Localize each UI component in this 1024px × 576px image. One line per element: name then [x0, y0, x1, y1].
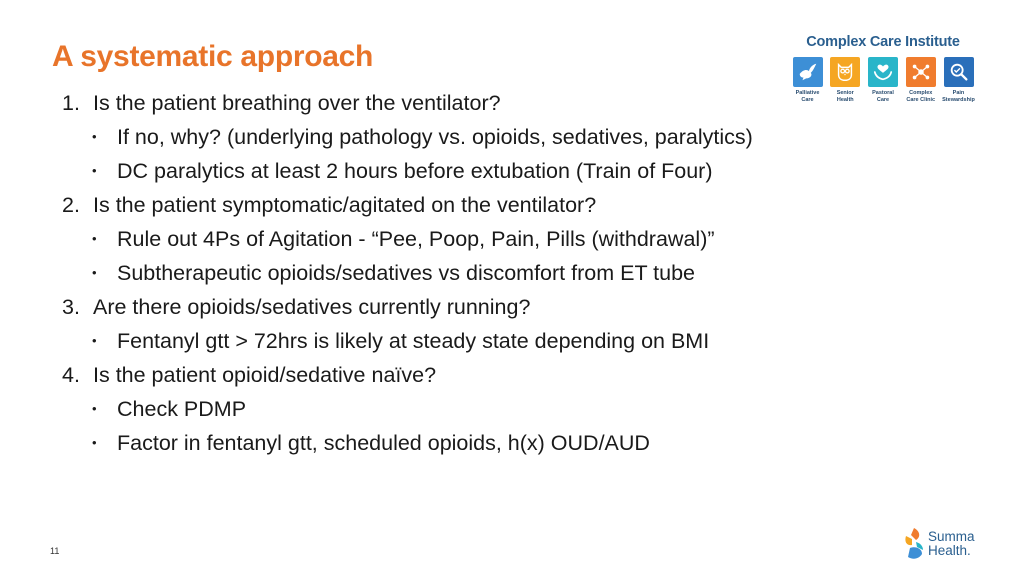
logo-item-senior-health — [828, 57, 863, 104]
network-icon — [906, 57, 936, 87]
sub-item — [62, 154, 842, 188]
dove-icon — [793, 57, 823, 87]
item-number: 1. — [62, 91, 80, 115]
summa-health-logo — [902, 526, 975, 562]
brand-line-1: Summa — [928, 529, 975, 544]
item-text: DC paralytics at least 2 hours before extubation (Train of Four) — [117, 159, 713, 183]
logo-item-palliative-care — [790, 57, 825, 104]
bullet-icon: • — [92, 163, 97, 178]
sub-item — [62, 120, 842, 154]
heart-hands-icon — [868, 57, 898, 87]
complex-care-institute-logo — [790, 34, 976, 104]
summa-wordmark — [926, 530, 975, 558]
sub-item — [62, 222, 842, 256]
logo-item-pain-stewardship — [941, 57, 976, 104]
logo-title: Complex Care Institute — [806, 34, 960, 50]
content-list — [62, 86, 842, 460]
item-text: Subtherapeutic opioids/sedatives vs discomfort from ET tube — [117, 261, 696, 285]
bullet-icon: • — [92, 265, 97, 280]
owl-icon — [830, 57, 860, 87]
item-number: 4. — [62, 363, 80, 387]
item-text: If no, why? (underlying pathology vs. opioids, sedatives, paralytics) — [117, 125, 753, 149]
bullet-icon: • — [92, 129, 97, 144]
item-text: Check PDMP — [117, 397, 247, 421]
item-number: 2. — [62, 193, 80, 217]
slide-title: A systematic approach — [52, 40, 374, 73]
brand-line-2: Health. — [928, 543, 971, 558]
logo-icon-row — [790, 57, 976, 104]
item-text: Factor in fentanyl gtt, scheduled opioids, h(x) OUD/AUD — [117, 431, 650, 455]
item-text: Rule out 4Ps of Agitation - “Pee, Poop, Pain, Pills (withdrawal)” — [117, 227, 715, 251]
logo-item-complex-care-clinic — [903, 57, 938, 104]
list-item-2 — [62, 188, 842, 222]
bullet-icon: • — [92, 333, 97, 348]
summa-logo-mark-icon — [902, 526, 926, 562]
magnifier-icon — [944, 57, 974, 87]
sub-item — [62, 256, 842, 290]
logo-item-label: Palliative Care — [795, 90, 820, 103]
bullet-icon: • — [92, 401, 97, 416]
bullet-icon: • — [92, 231, 97, 246]
page-number: 11 — [50, 546, 60, 556]
item-text: Is the patient opioid/sedative naïve? — [93, 363, 437, 387]
logo-item-label: Pain Stewardship — [942, 90, 975, 103]
logo-item-label: Complex Care Clinic — [906, 90, 936, 103]
list-item-4 — [62, 358, 842, 392]
list-item-1 — [62, 86, 842, 120]
logo-item-pastoral-care — [866, 57, 901, 104]
sub-item — [62, 392, 842, 426]
bullet-icon: • — [92, 435, 97, 450]
item-number: 3. — [62, 295, 80, 319]
logo-item-label: Senior Health — [836, 90, 854, 103]
item-text: Is the patient breathing over the ventilator? — [93, 91, 501, 115]
logo-item-label: Pastoral Care — [872, 90, 894, 103]
item-text: Fentanyl gtt > 72hrs is likely at steady state depending on BMI — [117, 329, 710, 353]
item-text: Is the patient symptomatic/agitated on the ventilator? — [93, 193, 597, 217]
list-item-3 — [62, 290, 842, 324]
sub-item — [62, 426, 842, 460]
item-text: Are there opioids/sedatives currently running? — [93, 295, 531, 319]
sub-item — [62, 324, 842, 358]
